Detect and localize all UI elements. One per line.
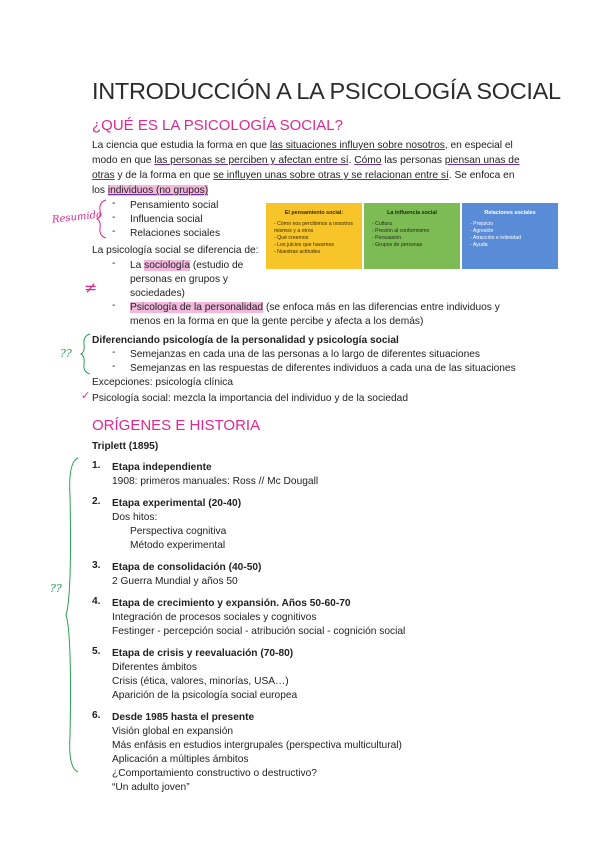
- definition-line-3: [92, 168, 514, 183]
- highlighted-span: sociología: [144, 260, 191, 271]
- table-cell: - Los juicios que hacemos: [274, 242, 362, 249]
- table-cell: - Qué creemos: [274, 235, 362, 242]
- stage-line: 2 Guerra Mundial y años 50: [112, 576, 238, 587]
- text-span: (se enfoca más en las diferencias entre individuos y: [263, 302, 500, 313]
- underlined-span: se influyen unas sobre otras y se relacionan entre sí: [213, 170, 449, 181]
- handwritten-resumido: Resumido: [51, 209, 103, 226]
- stage-line: Visión global en expansión: [112, 726, 234, 737]
- table-column-relaciones: [462, 203, 558, 269]
- text-span: los: [92, 185, 108, 196]
- dash-icon: -: [112, 212, 116, 223]
- text-span: La: [130, 260, 145, 271]
- definition-line-1: [92, 138, 513, 153]
- table-cell: - Agresión: [470, 228, 558, 235]
- brace-pink-icon: [96, 198, 108, 240]
- stage-line: Aplicación a múltiples ámbitos: [112, 754, 249, 765]
- table-cell: - Cultura: [372, 221, 460, 228]
- definition-line-2: [92, 153, 520, 168]
- text-span: modo en que: [92, 155, 155, 166]
- stage-line: Crisis (ética, valores, minorías, USA…): [112, 676, 289, 687]
- table-cell: - Nuestras actitudes: [274, 249, 362, 256]
- stage-line: Dos hitos:: [112, 512, 158, 523]
- stage-number: 5.: [92, 646, 101, 657]
- diff-sociologia-line-2: personas en grupos y: [130, 274, 228, 285]
- triplett-label: Triplett (1895): [92, 441, 159, 452]
- dash-icon: -: [112, 226, 116, 237]
- list-item: Influencia social: [130, 214, 203, 225]
- stage-title: Desde 1985 hasta el presente: [112, 712, 255, 723]
- stage-subline: Método experimental: [130, 540, 226, 551]
- definition-line-4: [92, 183, 208, 198]
- stage-line: ¿Comportamiento constructivo o destructivo?: [112, 768, 317, 779]
- stage-line: 1908: primeros manuales: Ross // Mc Dougall: [112, 476, 319, 487]
- underlined-span: Cómo: [354, 155, 382, 166]
- handwritten-question-marks: ??: [60, 347, 72, 360]
- table-cell: - Ayuda: [470, 242, 558, 249]
- underlined-span: piensan unas de: [444, 155, 520, 166]
- dash-icon: -: [112, 347, 116, 358]
- text-span: las personas: [381, 155, 445, 166]
- dash-icon: -: [112, 361, 116, 372]
- diff-personalidad-line-1: [130, 300, 500, 315]
- stage-subline: Perspectiva cognitiva: [130, 526, 227, 537]
- brace-green-large-icon: [64, 456, 80, 774]
- exceptions-text: Excepciones: psicología clínica: [92, 377, 234, 388]
- table-cell: - Persuasión: [372, 235, 460, 242]
- stage-number: 2.: [92, 496, 101, 507]
- highlighted-span: individuos (no grupos): [107, 185, 209, 196]
- text-span: . Se enfoca en: [448, 170, 515, 181]
- stage-line: Más enfásis en estudios intergrupales (perspectiva multicultural): [112, 740, 402, 751]
- dash-icon: -: [112, 258, 116, 269]
- text-span: .: [348, 155, 355, 166]
- stage-title: Etapa de consolidación (40-50): [112, 562, 262, 573]
- table-column-pensamiento: [266, 203, 362, 269]
- table-cell: - Atracción e intimidad: [470, 235, 558, 242]
- stage-line: Integración de procesos sociales y cognitivos: [112, 612, 317, 623]
- stage-line: Festinger - percepción social - atribución social - cognición social: [112, 626, 406, 637]
- stage-title: Etapa de crecimiento y expansión. Años 50-60-70: [112, 598, 351, 609]
- table-column-influencia: [364, 203, 460, 269]
- stage-line: Aparición de la psicología social europea: [112, 690, 298, 701]
- section-heading-origenes: ORÍGENES E HISTORIA: [92, 417, 261, 434]
- stage-line: Diferentes ámbitos: [112, 662, 197, 673]
- table-header: Relaciones sociales: [484, 210, 536, 216]
- list-item: Relaciones sociales: [130, 228, 221, 239]
- stage-number: 6.: [92, 710, 101, 721]
- stage-number: 3.: [92, 560, 101, 571]
- stage-number: 1.: [92, 460, 101, 471]
- text-span: y de la forma en que: [114, 170, 214, 181]
- social-text: Psicología social: mezcla la importancia del individuo y de la sociedad: [92, 393, 408, 404]
- diff-sociologia-line-1: [130, 258, 243, 273]
- diff-intro: La psicología social se diferencia de:: [92, 245, 259, 256]
- underlined-span: las situaciones influyen sobre nosotros: [269, 140, 445, 151]
- table-cell: - Grupos de personas: [372, 242, 460, 249]
- underlined-span: otras: [92, 170, 115, 181]
- dif-heading: Diferenciando psicología de la personalidad y psicología social: [92, 335, 399, 346]
- table-cell: - Prejuicio: [470, 221, 558, 228]
- table-header: La influencia social: [387, 210, 437, 216]
- handwritten-question-marks: ??: [50, 582, 62, 595]
- section-heading-que-es: ¿QUÉ ES LA PSICOLOGÍA SOCIAL?: [92, 117, 343, 134]
- underlined-span: las personas se perciben y afectan entre sí: [154, 155, 349, 166]
- dash-icon: -: [112, 198, 116, 209]
- dash-icon: -: [112, 300, 116, 311]
- list-item: Pensamiento social: [130, 200, 219, 211]
- table-cell: - Presión al conformismo: [372, 228, 460, 235]
- table-header: El pensamiento social:: [284, 210, 344, 216]
- stage-line: “Un adulto joven”: [112, 782, 190, 793]
- stage-title: Etapa de crisis y reevaluación (70-80): [112, 648, 294, 659]
- stage-number: 4.: [92, 596, 101, 607]
- page-title: INTRODUCCIÓN A LA PSICOLOGÍA SOCIAL: [92, 78, 561, 104]
- table-cell: - Cómo nos percibimos a nosotros mismos y a otros: [274, 221, 362, 235]
- diff-personalidad-line-2: menos en la forma en que la gente percibe y afecta a los demás): [130, 316, 424, 327]
- diff-sociologia-line-3: sociedades): [130, 288, 185, 299]
- stage-title: Etapa experimental (20-40): [112, 498, 242, 509]
- not-equal-icon: ≠: [84, 278, 98, 297]
- checkmark-icon: ✓: [81, 389, 91, 402]
- list-item: Semejanzas en las respuestas de diferentes individuos a cada una de las situaciones: [130, 363, 516, 374]
- list-item: Semejanzas en cada una de las personas a lo largo de diferentes situaciones: [130, 349, 480, 360]
- text-span: (estudio de: [190, 260, 244, 271]
- text-span: , en especial el: [444, 140, 513, 151]
- stage-title: Etapa independiente: [112, 462, 212, 473]
- text-span: La ciencia que estudia la forma en que: [92, 140, 270, 151]
- brace-green-icon: [80, 332, 92, 376]
- highlighted-span: Psicología de la personalidad: [130, 302, 264, 313]
